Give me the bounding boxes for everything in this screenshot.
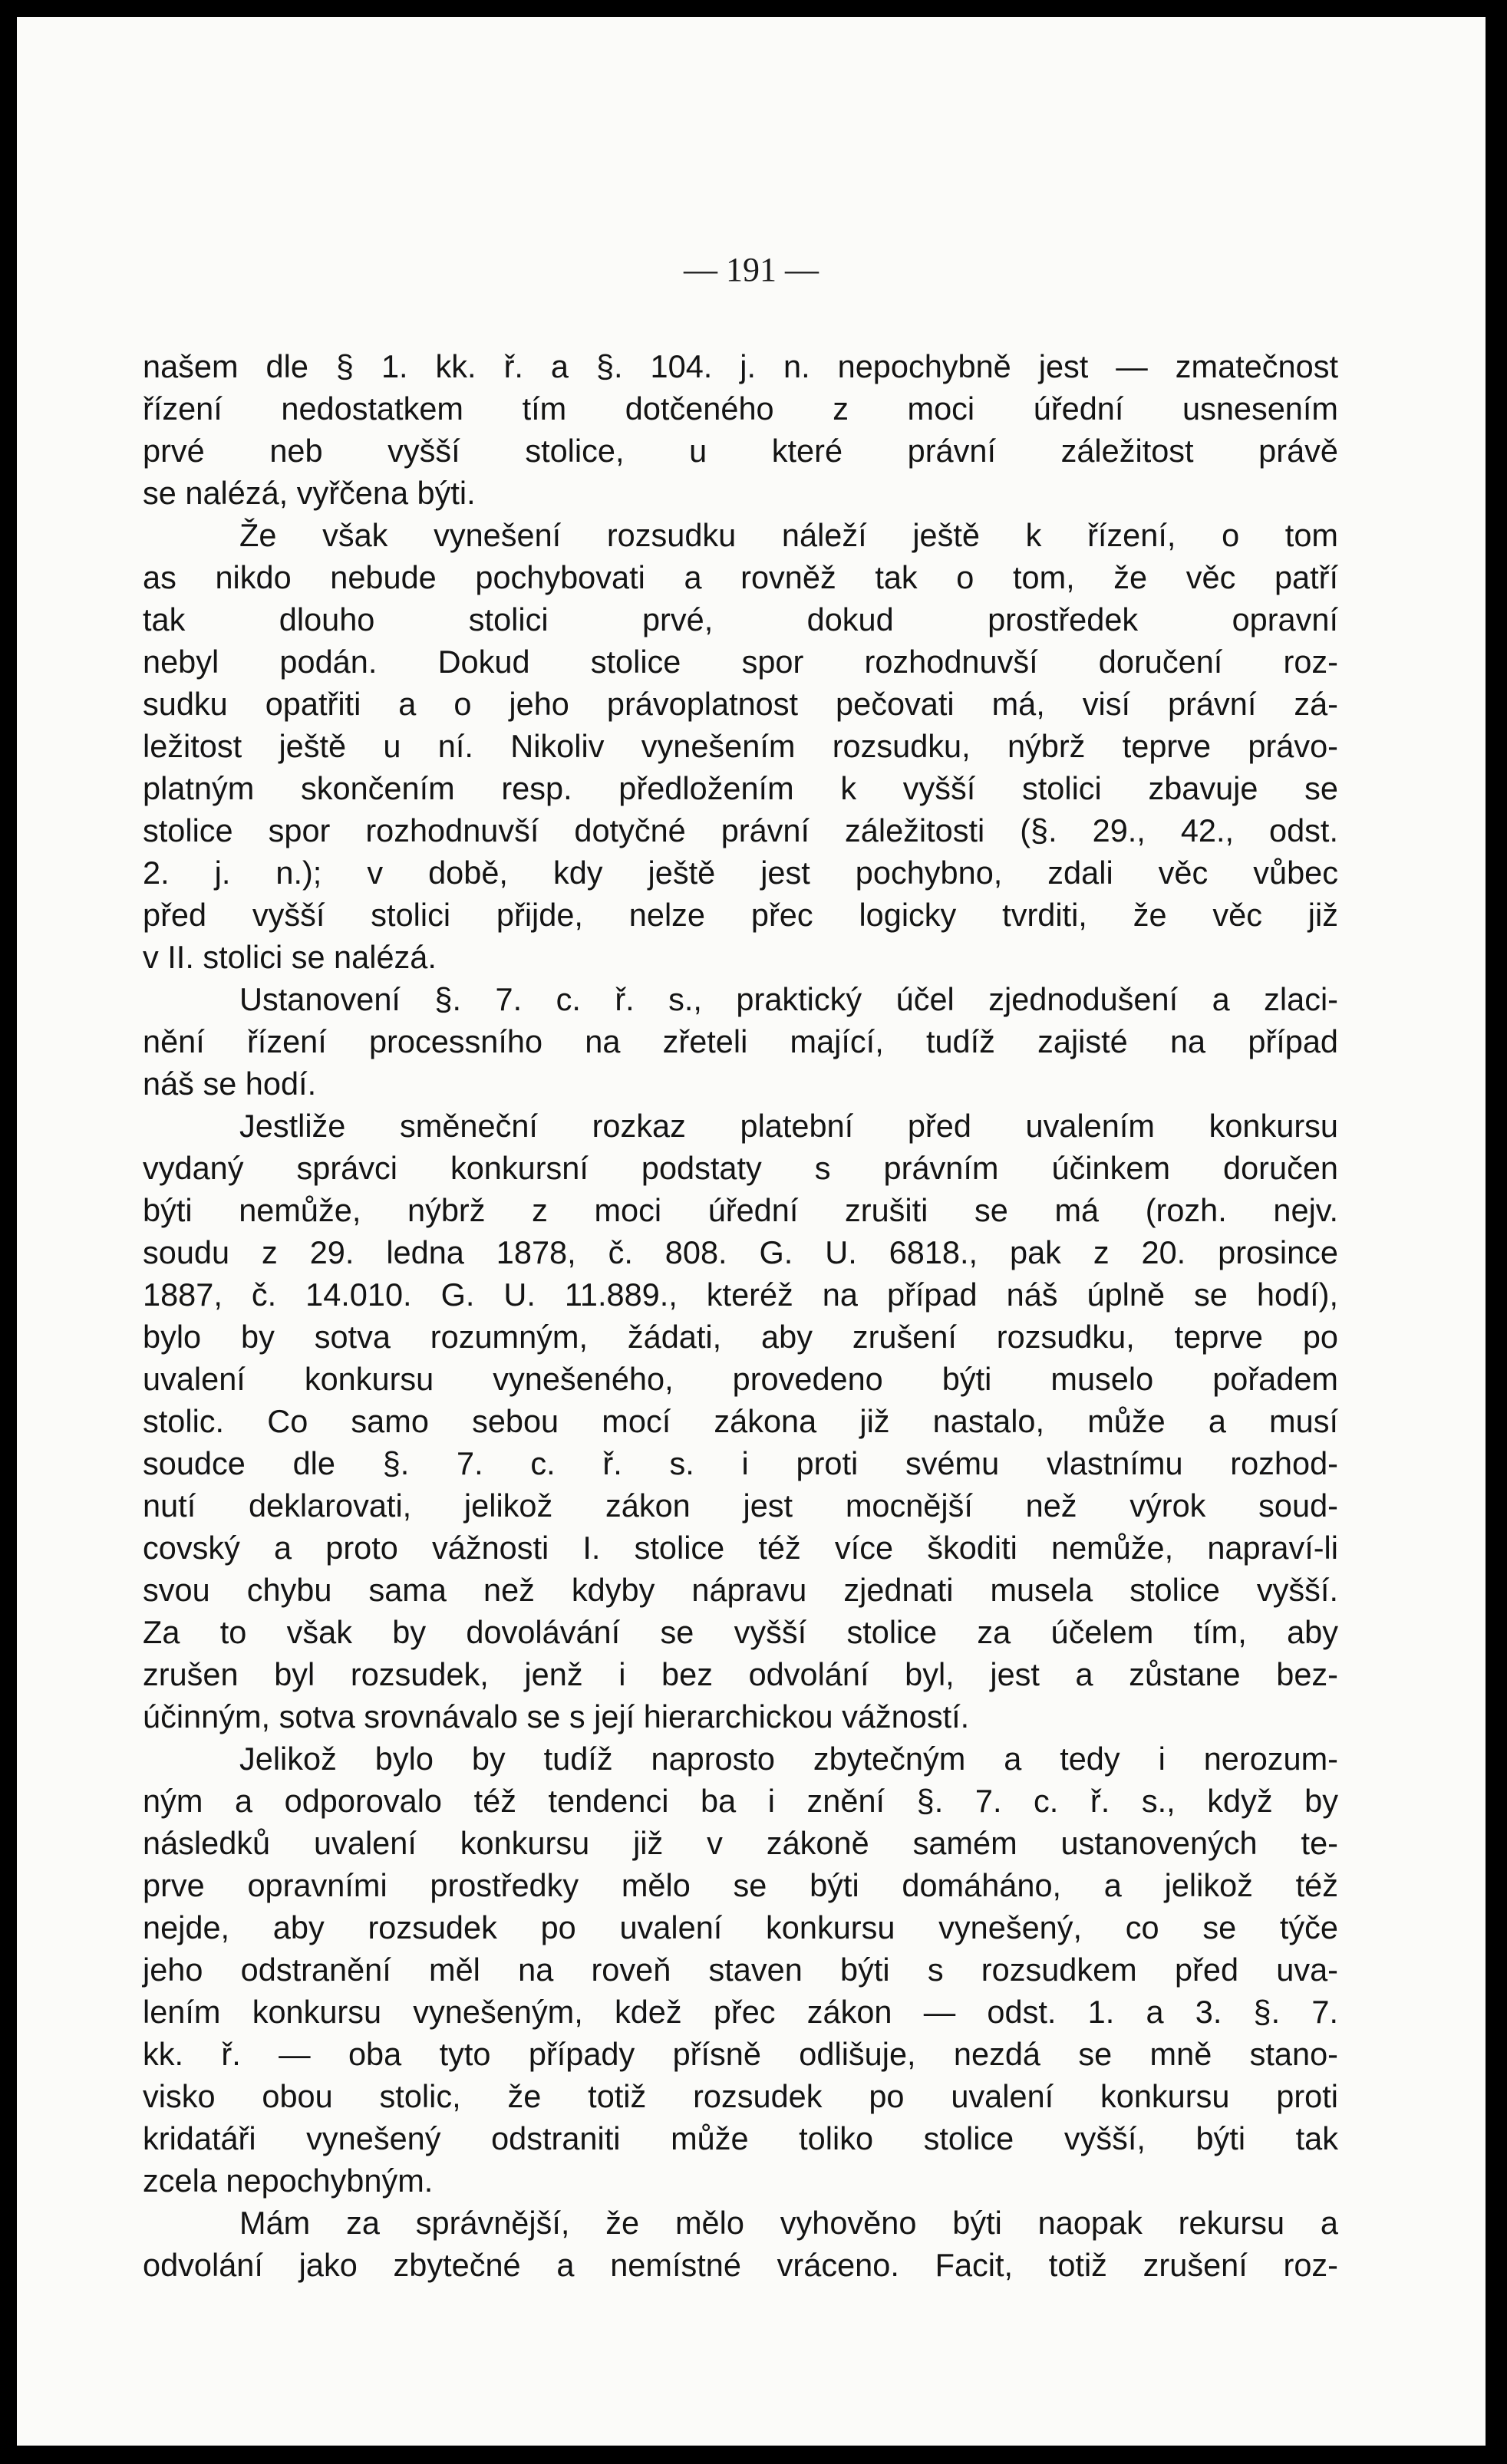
text-line: stolice spor rozhodnuvší dotyčné právní záležitosti (§. 29., 42., odst.: [143, 812, 1338, 848]
text-line: odvolání jako zbytečné a nemístné vráceno. Facit, totiž zrušení roz-: [143, 2247, 1338, 2283]
text-line: řízení nedostatkem tím dotčeného z moci úřední usnesením: [143, 390, 1338, 427]
text-line: našem dle § 1. kk. ř. a §. 104. j. n. nepochybně jest — zmatečnost: [143, 348, 1338, 384]
text-line: as nikdo nebude pochybovati a rovněž tak o tom, že věc patří: [143, 559, 1338, 595]
text-line: náš se hodí.: [143, 1066, 317, 1102]
text-line: bylo by sotva rozumným, žádati, aby zrušení rozsudku, teprve po: [143, 1319, 1338, 1355]
text-line: lením konkursu vynešeným, kdež přec zákon — odst. 1. a 3. §. 7.: [143, 1994, 1338, 2030]
book-page: [17, 17, 1486, 2446]
text-line: nění řízení processního na zřeteli mající, tudíž zajisté na případ: [143, 1023, 1338, 1059]
text-line: nebyl podán. Dokud stolice spor rozhodnuvší doručení roz-: [143, 644, 1338, 680]
text-line: kk. ř. — oba tyto případy přísně odlišuje, nezdá se mně stano-: [143, 2036, 1338, 2072]
text-line: býti nemůže, nýbrž z moci úřední zrušiti se má (rozh. nejv.: [143, 1192, 1338, 1228]
text-line: covský a proto vážnosti I. stolice též více škoditi nemůže, napraví-li: [143, 1530, 1338, 1566]
text-line: ným a odporovalo též tendenci ba i znění §. 7. c. ř. s., když by: [143, 1783, 1338, 1819]
text-line: 2. j. n.); v době, kdy ještě jest pochybno, zdali věc vůbec: [143, 855, 1338, 891]
text-line: tak dlouho stolici prvé, dokud prostředek opravní: [143, 601, 1338, 637]
paragraph: [143, 978, 1338, 1105]
text-line: sudku opatřiti a o jeho právoplatnost pečovati má, visí právní zá-: [143, 686, 1338, 722]
text-line: soudce dle §. 7. c. ř. s. i proti svému vlastnímu rozhod-: [143, 1445, 1338, 1481]
text-line: uvalení konkursu vynešeného, provedeno býti muselo pořadem: [143, 1361, 1338, 1397]
text-line: jeho odstranění měl na roveň staven býti s rozsudkem před uva-: [143, 1952, 1338, 1988]
paragraph: [143, 1738, 1338, 2202]
text-line: Za to však by dovolávání se vyšší stolice za účelem tím, aby: [143, 1614, 1338, 1650]
text-line: následků uvalení konkursu již v zákoně samém ustanovených te-: [143, 1825, 1338, 1861]
paragraph: [143, 345, 1338, 514]
text-line: stolic. Co samo sebou mocí zákona již nastalo, může a musí: [143, 1403, 1338, 1439]
text-line: zrušen byl rozsudek, jenž i bez odvolání byl, jest a zůstane bez-: [143, 1656, 1338, 1692]
text-line: platným skončením resp. předložením k vyšší stolici zbavuje se: [143, 770, 1338, 806]
text-line: svou chybu sama než kdyby nápravu zjednati musela stolice vyšší.: [143, 1572, 1338, 1608]
body-text: [143, 345, 1338, 2286]
text-line: ležitost ještě u ní. Nikoliv vynešením rozsudku, nýbrž teprve právo-: [143, 728, 1338, 764]
text-line: se nalézá, vyřčena býti.: [143, 475, 476, 511]
text-line: účinným, sotva srovnávalo se s její hierarchickou vážností.: [143, 1698, 970, 1734]
text-line: zcela nepochybným.: [143, 2163, 434, 2199]
paragraph: [143, 1105, 1338, 1738]
text-line: prve opravními prostředky mělo se býti domáháno, a jelikož též: [143, 1867, 1338, 1903]
text-line: Ustanovení §. 7. c. ř. s., praktický účel zjednodušení a zlaci-: [239, 981, 1338, 1017]
text-line: nutí deklarovati, jelikož zákon jest mocnější než výrok soud-: [143, 1487, 1338, 1524]
text-line: 1887, č. 14.010. G. U. 11.889., kteréž na případ náš úplně se hodí),: [143, 1276, 1338, 1313]
paragraph: [143, 2202, 1338, 2286]
text-line: kridatáři vynešený odstraniti může toliko stolice vyšší, býti tak: [143, 2120, 1338, 2156]
text-line: vydaný správci konkursní podstaty s právním účinkem doručen: [143, 1150, 1338, 1186]
text-line: Mám za správnější, že mělo vyhověno býti naopak rekursu a: [239, 2205, 1338, 2241]
text-line: soudu z 29. ledna 1878, č. 808. G. U. 6818., pak z 20. prosince: [143, 1234, 1338, 1270]
text-line: Jestliže směneční rozkaz platební před uvalením konkursu: [239, 1108, 1338, 1144]
text-line: prvé neb vyšší stolice, u které právní záležitost právě: [143, 433, 1338, 469]
text-line: nejde, aby rozsudek po uvalení konkursu vynešený, co se týče: [143, 1909, 1338, 1945]
page-number: — 191 —: [684, 251, 819, 288]
text-line: Že však vynešení rozsudku náleží ještě k řízení, o tom: [239, 517, 1338, 553]
paragraph: [143, 514, 1338, 978]
text-line: visko obou stolic, že totiž rozsudek po uvalení konkursu proti: [143, 2078, 1338, 2114]
text-line: před vyšší stolici přijde, nelze přec logicky tvrditi, že věc již: [143, 897, 1338, 933]
text-line: Jelikož bylo by tudíž naprosto zbytečným a tedy i nerozum-: [239, 1741, 1338, 1777]
text-line: v II. stolici se nalézá.: [143, 939, 437, 975]
